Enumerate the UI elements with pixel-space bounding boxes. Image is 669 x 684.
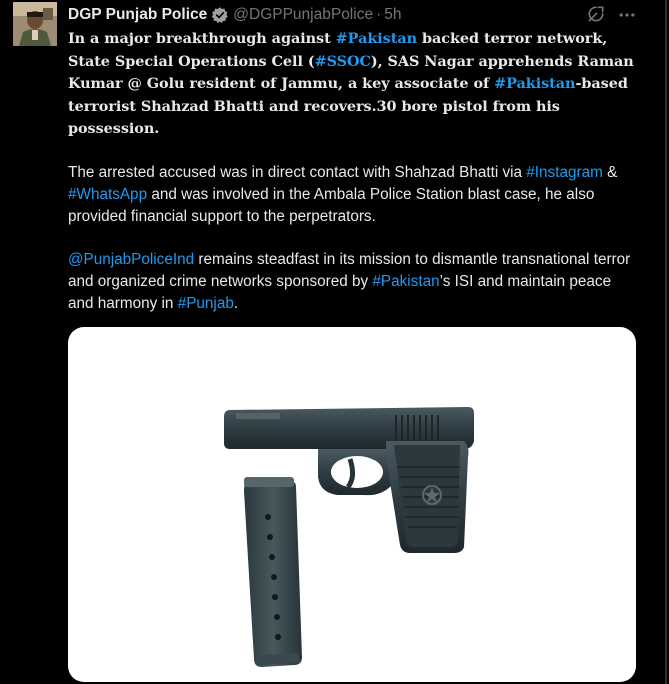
tweet-header — [68, 4, 629, 26]
header-separator: · — [376, 6, 382, 23]
hashtag-ssoc[interactable]: #SSOC — [314, 52, 371, 70]
hashtag-pakistan[interactable]: #Pakistan — [494, 75, 576, 92]
text-segment: backed terror network, State Special Operations Cell ( — [68, 30, 608, 70]
hashtag-punjab[interactable]: #Punjab — [177, 294, 234, 312]
hashtag-pakistan[interactable]: #Pakistan — [335, 30, 418, 47]
text-segment: -based terrorist Shahzad Bhatti and recovers.30 bore pistol from his possession. — [68, 75, 628, 137]
text-segment: remains steadfast in its mission to dismantle transnational terror and organized crime networks sponsored by — [68, 250, 631, 290]
tweet-paragraph-3 — [68, 249, 634, 315]
text-segment: ), SAS Nagar apprehends Raman Kumar @ Golu resident of Jammu, a key associate of — [68, 52, 634, 92]
verified-badge-icon — [211, 6, 229, 24]
tweet-text — [68, 28, 634, 315]
author-name[interactable]: DGP Punjab Police — [68, 6, 208, 23]
more-options-icon[interactable] — [617, 5, 637, 25]
text-segment: . — [233, 294, 239, 312]
author-handle[interactable]: @DGPPunjabPolice — [233, 6, 374, 23]
author-avatar[interactable] — [13, 2, 57, 46]
hashtag-instagram[interactable]: #Instagram — [526, 163, 603, 181]
grok-icon[interactable] — [586, 4, 606, 24]
avatar-image — [13, 2, 57, 46]
text-segment: ’s ISI and maintain peace and harmony in — [68, 272, 612, 312]
mention-punjabpoliceind[interactable]: @PunjabPoliceInd — [68, 250, 195, 268]
paragraph-gap — [68, 141, 634, 162]
hashtag-pakistan[interactable]: #Pakistan — [372, 272, 440, 290]
text-segment: In a major breakthrough against — [68, 30, 336, 47]
text-segment: The arrested accused was in direct contact with Shahzad Bhatti via — [68, 163, 527, 181]
tweet-lead-paragraph — [68, 28, 634, 141]
text-segment: & — [602, 163, 618, 181]
paragraph-gap — [68, 228, 634, 249]
hashtag-whatsapp[interactable]: #WhatsApp — [68, 185, 148, 203]
media-image[interactable] — [68, 327, 636, 682]
text-segment: and was involved in the Ambala Police Station blast case, he also provided financial support to the perpetrators. — [68, 185, 595, 225]
pistol-photo — [68, 327, 636, 682]
tweet-paragraph-2 — [68, 162, 634, 228]
post-time[interactable]: 5h — [384, 6, 402, 23]
